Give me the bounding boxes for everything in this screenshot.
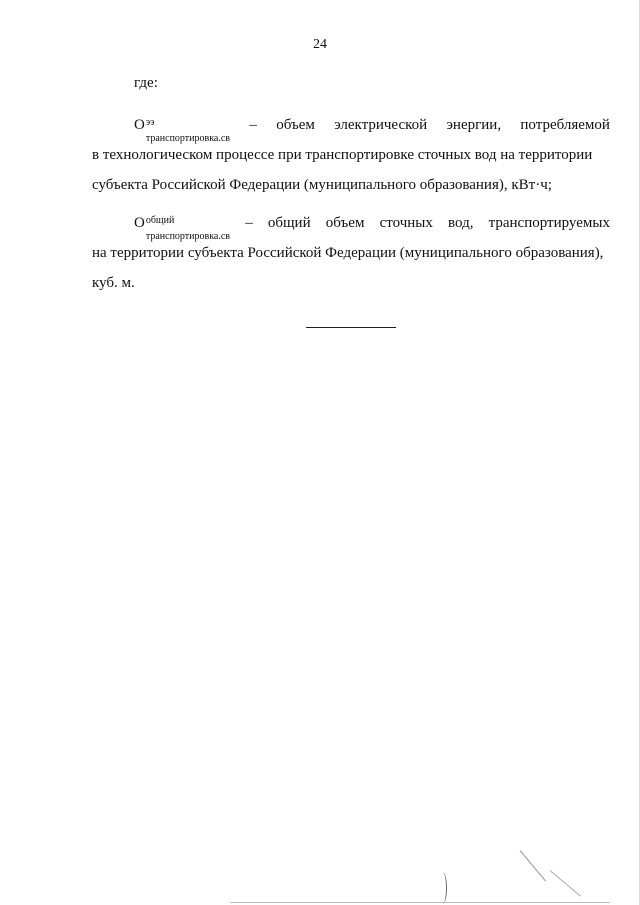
formula-symbol-total <box>134 208 231 242</box>
symbol-base: O <box>134 117 145 133</box>
word: объем <box>276 117 315 133</box>
definition-line: на территории субъекта Российской Федерации (муниципального образования), <box>92 245 604 261</box>
word: вод, <box>448 215 474 231</box>
intro-label: где: <box>134 75 158 91</box>
word: электрической <box>334 117 428 133</box>
symbol-superscript: ээ <box>145 117 155 128</box>
section-separator-line <box>306 327 396 328</box>
definition-line: куб. м. <box>92 275 135 291</box>
definition-line: субъекта Российской Федерации (муниципального образования), кВт·ч; <box>92 177 552 193</box>
scan-artifact-edge <box>230 902 610 903</box>
word: общий <box>267 215 311 231</box>
definition-total-volume <box>92 208 610 298</box>
word: транспортируемых <box>488 215 610 231</box>
definition-first-line <box>92 208 610 242</box>
word: энергии, <box>446 117 502 133</box>
word: объем <box>325 215 365 231</box>
scan-artifact-mark <box>438 872 447 904</box>
document-body <box>92 68 610 298</box>
definition-dash: – <box>245 215 253 231</box>
word: потребляемой <box>520 117 610 133</box>
word: сточных <box>379 215 433 231</box>
symbol-base: O <box>134 215 145 231</box>
scan-artifact-mark <box>520 850 546 881</box>
page-number: 24 <box>313 37 327 52</box>
scan-artifact-mark <box>550 870 581 896</box>
definition-line: в технологическом процессе при транспортировке сточных вод на территории <box>92 147 593 163</box>
symbol-subscript: транспортировка.св <box>145 133 231 144</box>
definition-first-line <box>92 110 610 144</box>
symbol-subscript: транспортировка.св <box>145 231 231 242</box>
definition-energy-volume <box>92 110 610 200</box>
formula-symbol-energy <box>134 110 231 144</box>
definition-dash: – <box>249 117 257 133</box>
symbol-superscript: общий <box>145 215 175 226</box>
